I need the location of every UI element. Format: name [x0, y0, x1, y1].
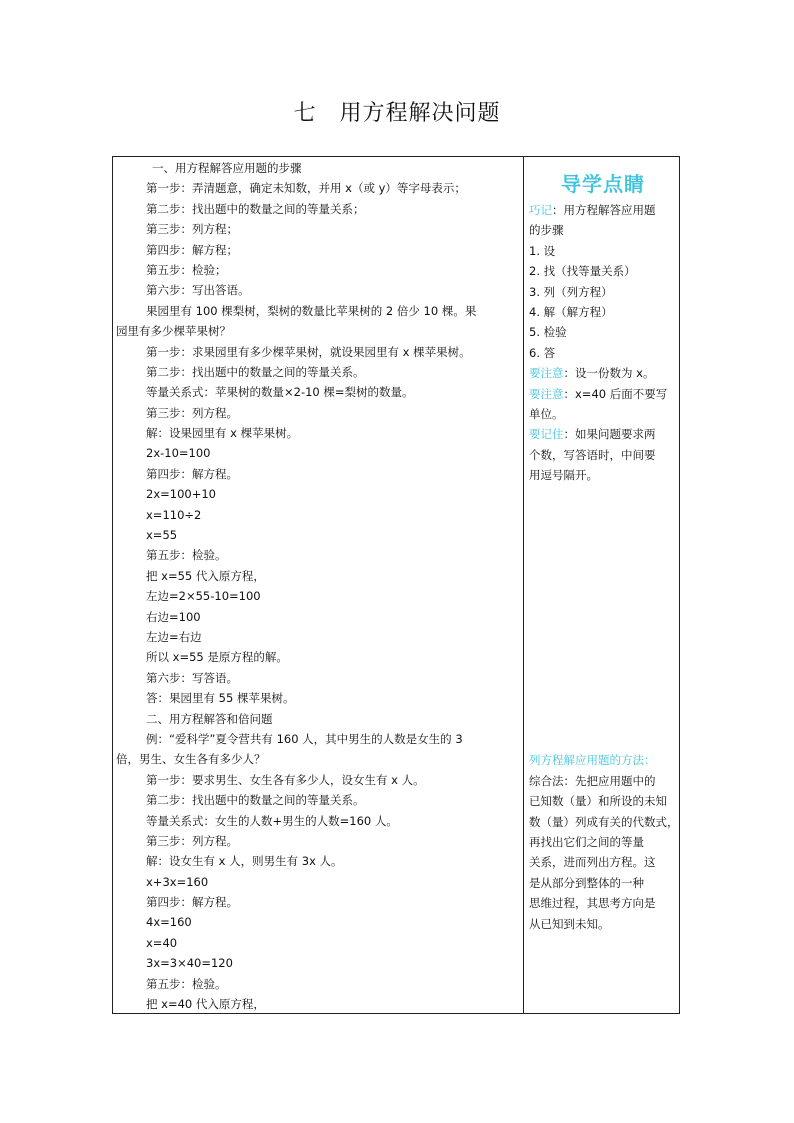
content-line: 3x=3×40=120: [146, 956, 233, 971]
content-line: 4x=160: [146, 915, 192, 930]
content-line: 等量关系式：女生的人数+男生的人数=160 人。: [146, 813, 398, 828]
content-line: 第六步：写答语。: [146, 670, 238, 685]
content-line: 答：果园里有 55 棵苹果树。: [146, 691, 295, 706]
content-line: 把 x=40 代入原方程，: [146, 997, 265, 1012]
method-line: 从已知到未知。: [529, 916, 610, 931]
content-line: x+3x=160: [146, 874, 209, 889]
content-line: 倍，男生、女生各有多少人？: [116, 752, 266, 767]
content-line: 左边=右边: [146, 629, 202, 644]
step-item: 5. 检验: [529, 325, 567, 340]
content-line: 第四步：解方程；: [146, 242, 238, 257]
qiaoji-cont: 的步骤: [529, 223, 564, 238]
note1-label: 要注意: [529, 366, 564, 381]
content-line: 第二步：找出题中的数量之间的等量关系。: [146, 793, 365, 808]
method-line: 关系，进而列出方程。这: [529, 855, 656, 870]
content-line: 第二步：找出题中的数量之间的等量关系。: [146, 364, 365, 379]
content-line: 左边=2×55-10=100: [146, 589, 261, 604]
method-title: 列方程解应用题的方法：: [529, 753, 656, 768]
content-line: 园里有多少棵苹果树？: [116, 324, 231, 339]
content-line: 等量关系式：苹果树的数量×2-10 棵=梨树的数量。: [146, 385, 414, 400]
content-line: 例：“爱科学”夏令营共有 160 人，其中男生的人数是女生的 3: [146, 731, 463, 746]
content-line: 一、用方程解答应用题的步骤: [152, 161, 302, 175]
content-line: 第四步：解方程。: [146, 466, 238, 481]
content-line: x=40: [146, 935, 178, 950]
content-line: 第一步：要求男生、女生各有多少人，设女生有 x 人。: [146, 772, 425, 787]
method-line: 综合法：先把应用题中的: [529, 773, 656, 788]
content-line: 第三步：列方程。: [146, 833, 238, 848]
method-line: 是从部分到整体的一种: [529, 875, 644, 890]
content-line: 第三步：列方程。: [146, 405, 238, 420]
content-line: 第三步：列方程；: [146, 222, 238, 237]
content-line: 2x=100+10: [146, 487, 216, 502]
content-line: 第一步：求果园里有多少棵苹果树，就设果园里有 x 棵苹果树。: [146, 344, 471, 359]
content-line: 把 x=55 代入原方程，: [146, 568, 265, 583]
content-line: 解：设女生有 x 人，则男生有 3x 人。: [146, 854, 343, 869]
guide-sidebar: [529, 168, 677, 934]
content-line: 第一步：弄清题意，确定未知数，并用 x（或 y）等字母表示；: [146, 181, 466, 196]
note3-cont: 用逗号隔开。: [529, 468, 598, 483]
note1-text: ：设一份数为 x。: [563, 366, 655, 381]
content-line: 第六步：写出答语。: [146, 283, 250, 298]
content-line: 果园里有 100 棵梨树，梨树的数量比苹果树的 2 倍少 10 棵。果: [146, 303, 477, 318]
content-line: 二、用方程解答和倍问题: [146, 711, 273, 726]
note2-cont: 单位。: [529, 406, 564, 421]
method-line: 数（量）列成有关的代数式，: [529, 814, 679, 829]
content-line: 第五步：检验；: [146, 262, 227, 277]
step-item: 2. 找（找等量关系）: [529, 264, 636, 279]
step-item: 4. 解（解方程）: [529, 304, 613, 319]
content-line: 解：设果园里有 x 棵苹果树。: [146, 426, 299, 441]
content-line: x=55: [146, 528, 178, 543]
method-line: 已知数（量）和所设的未知: [529, 794, 667, 809]
note2-text: ：x=40 后面不要写: [563, 386, 668, 401]
content-line: 第五步：检验。: [146, 548, 227, 563]
step-item: 3. 列（列方程）: [529, 284, 613, 299]
note2-label: 要注意: [529, 386, 564, 401]
qiaoji-text: ：用方程解答应用题: [552, 203, 656, 217]
qiaoji-label: 巧记: [529, 203, 552, 217]
content-line: 第二步：找出题中的数量之间的等量关系；: [146, 201, 365, 216]
method-line: 再找出它们之间的等量: [529, 835, 644, 850]
content-line: 右边=100: [146, 609, 201, 624]
content-line: 第五步：检验。: [146, 976, 227, 991]
guide-heading: 导学点睛: [561, 172, 645, 196]
note3-label: 要记住: [529, 427, 564, 442]
content-line: 2x-10=100: [146, 446, 211, 461]
note3-text: ：如果问题要求两: [563, 427, 656, 442]
main-content-column: [114, 158, 518, 1014]
step-item: 6. 答: [529, 345, 556, 360]
step-item: 1. 设: [529, 243, 556, 258]
page-title: 七 用方程解决问题: [293, 101, 501, 126]
content-line: x=110÷2: [146, 507, 202, 522]
column-divider: [523, 156, 524, 1014]
method-line: 思维过程，其思考方向是: [529, 896, 656, 911]
note3-cont: 个数，写答语时，中间要: [529, 447, 656, 462]
content-line: 第四步：解方程。: [146, 895, 238, 910]
content-line: 所以 x=55 是原方程的解。: [146, 650, 288, 665]
